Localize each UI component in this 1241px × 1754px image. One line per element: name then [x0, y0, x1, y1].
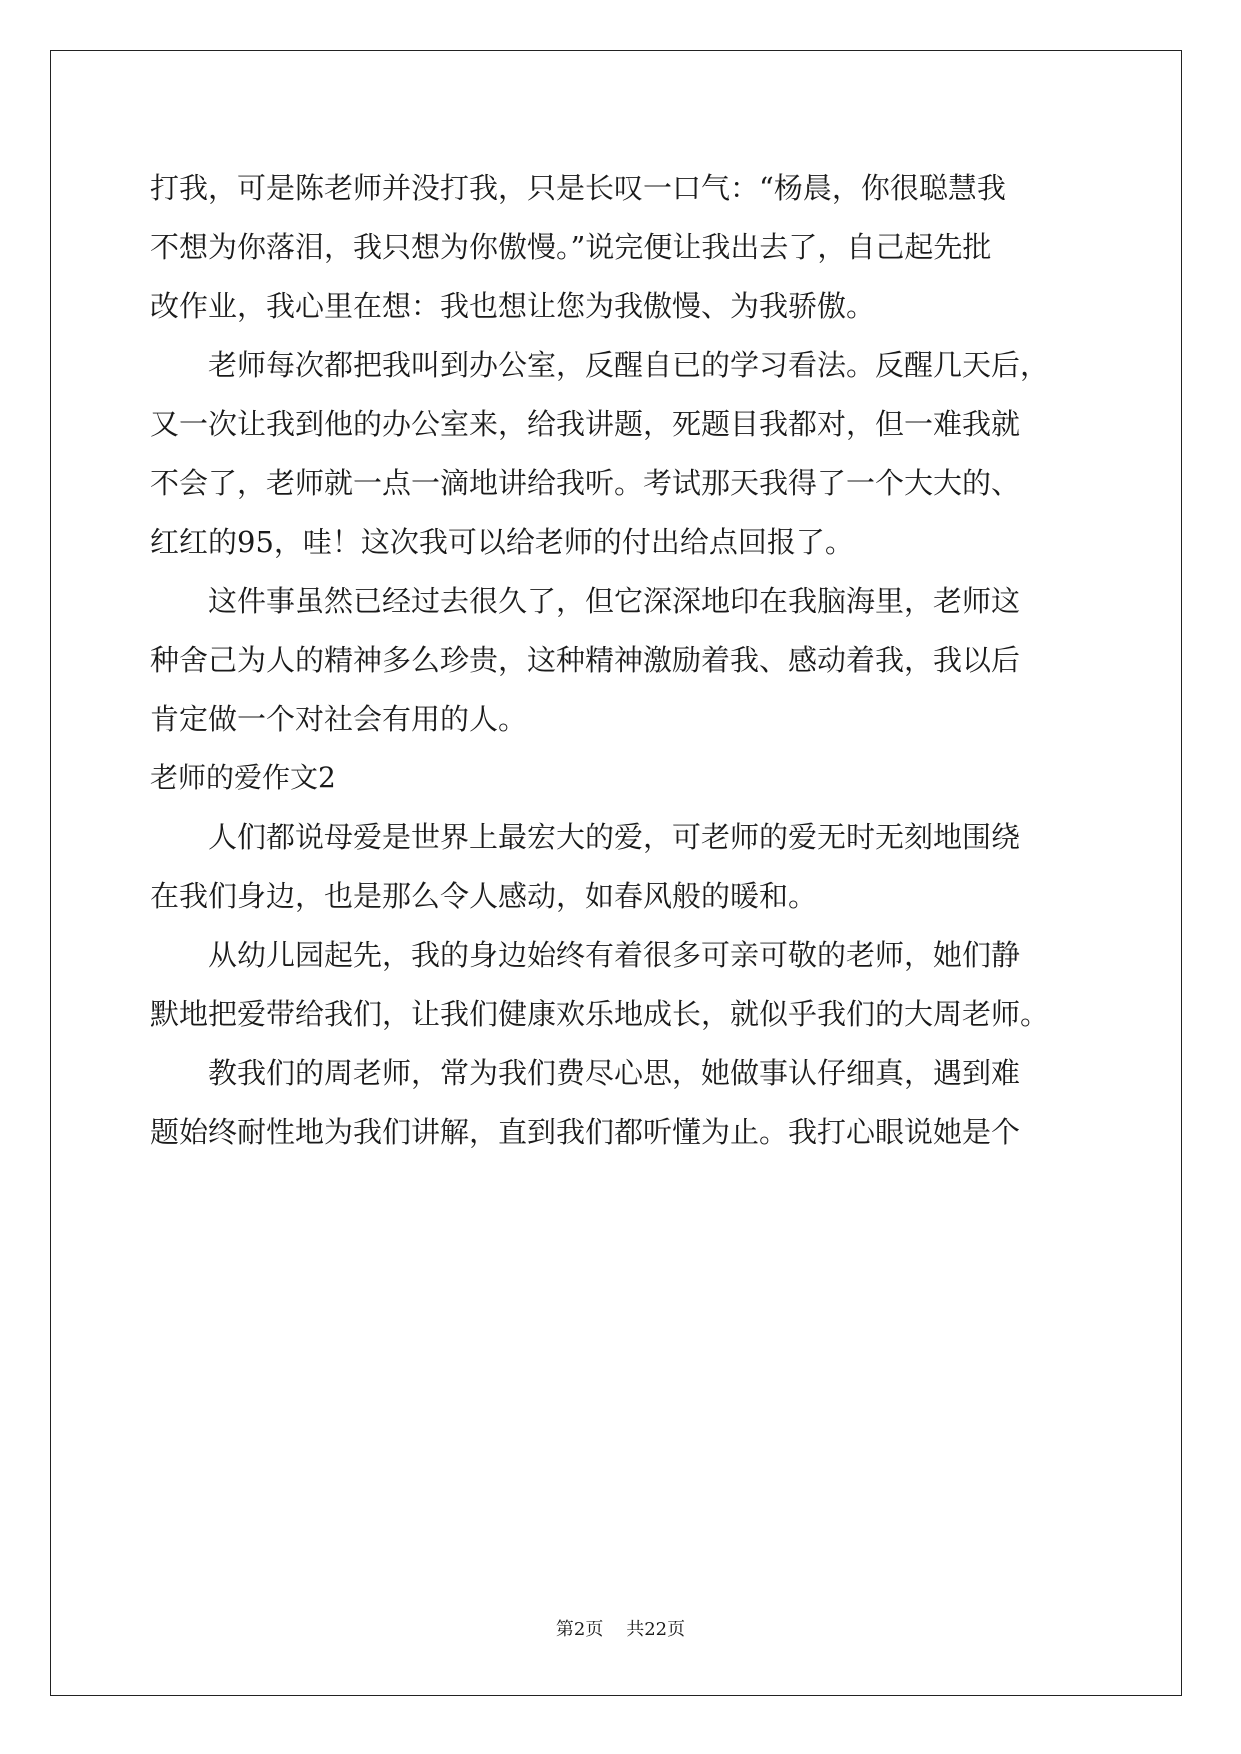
body-line: 改作业，我心里在想：我也想让您为我傲慢、为我骄傲。 [150, 289, 876, 323]
body-line: 不会了，老师就一点一滴地讲给我听。考试那天我得了一个大大的、 [150, 466, 1021, 500]
body-line: 种舍己为人的精神多么珍贵，这种精神激励着我、感动着我，我以后 [150, 643, 1021, 677]
body-line: 红红的95，哇！这次我可以给老师的付出给点回报了。 [150, 525, 854, 559]
page-number: 第2页 [555, 1619, 604, 1640]
paragraph-start: 人们都说母爱是世界上最宏大的爱，可老师的爱无时无刻地围绕 [150, 820, 1021, 854]
paragraph-start: 这件事虽然已经过去很久了，但它深深地印在我脑海里，老师这 [150, 584, 1021, 618]
paragraph-start: 老师每次都把我叫到办公室，反醒自已的学习看法。反醒几天后， [150, 348, 1050, 382]
section-heading: 老师的爱作文2 [150, 761, 336, 794]
body-line: 肯定做一个对社会有用的人。 [150, 702, 528, 736]
body-line: 不想为你落泪，我只想为你傲慢。”说完便让我出去了，自己起先批 [150, 230, 992, 264]
paragraph-start: 教我们的周老师，常为我们费尽心思，她做事认仔细真，遇到难 [150, 1056, 1021, 1090]
body-line: 又一次让我到他的办公室来，给我讲题，死题目我都对，但一难我就 [150, 407, 1021, 441]
total-pages: 共22页 [626, 1619, 686, 1640]
body-line: 默地把爱带给我们，让我们健康欢乐地成长，就似乎我们的大周老师。 [150, 997, 1050, 1031]
body-line: 打我，可是陈老师并没打我，只是长叹一口气：“杨晨，你很聪慧我 [150, 171, 1006, 205]
body-line: 题始终耐性地为我们讲解，直到我们都听懂为止。我打心眼说她是个 [150, 1115, 1021, 1149]
body-line: 在我们身边，也是那么令人感动，如春风般的暖和。 [150, 879, 818, 913]
paragraph-start: 从幼儿园起先，我的身边始终有着很多可亲可敬的老师，她们静 [150, 938, 1021, 972]
page-footer [0, 1615, 1241, 1641]
